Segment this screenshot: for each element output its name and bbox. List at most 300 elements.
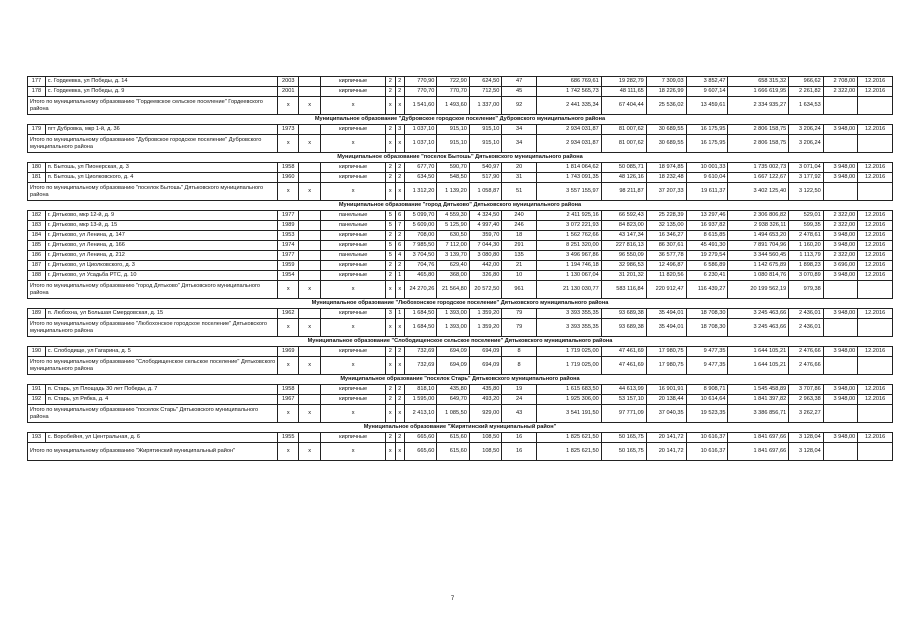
table-cell: 2 322,00 <box>823 87 858 97</box>
table-cell: 3 070,89 <box>789 271 824 281</box>
table-cell: 93 689,38 <box>601 309 646 319</box>
table-cell <box>299 395 321 405</box>
table-cell: кирпичные <box>321 433 386 443</box>
table-cell: 7 112,00 <box>437 241 469 251</box>
table-cell: 3 704,50 <box>404 251 436 261</box>
subtotal-cell: 694,09 <box>437 357 469 375</box>
table-cell: 1 037,10 <box>404 125 436 135</box>
subtotal-cell <box>823 183 858 201</box>
table-cell: 1 825 621,50 <box>536 433 601 443</box>
subtotal-cell: 21 130 030,77 <box>536 281 601 299</box>
subtotal-cell <box>858 183 893 201</box>
subtotal-cell <box>858 135 893 153</box>
subtotal-cell: 98 211,87 <box>601 183 646 201</box>
subtotal-cell: 37 040,35 <box>646 405 686 423</box>
table-cell: 2 <box>386 261 395 271</box>
table-cell: 732,69 <box>404 347 436 357</box>
table-cell: 2 <box>395 163 404 173</box>
table-row <box>28 163 893 173</box>
table-row <box>28 173 893 183</box>
subtotal-cell: 915,10 <box>437 135 469 153</box>
table-cell: 493,20 <box>469 395 501 405</box>
table-cell: 2 <box>395 173 404 183</box>
table-cell: 13 297,46 <box>686 211 728 221</box>
subtotal-cell: x <box>395 97 404 115</box>
table-cell <box>299 271 321 281</box>
subtotal-cell: 1 644 105,21 <box>728 357 789 375</box>
subtotal-cell: x <box>321 319 386 337</box>
table-cell: 1953 <box>278 231 299 241</box>
table-row <box>28 241 893 251</box>
subtotal-cell <box>823 281 858 299</box>
table-cell: 188 <box>28 271 46 281</box>
subtotal-cell: 2 334 935,27 <box>728 97 789 115</box>
subtotal-cell: 1 393,00 <box>437 319 469 337</box>
table-cell: 2 <box>386 385 395 395</box>
subtotal-cell: x <box>278 319 299 337</box>
table-row <box>28 231 893 241</box>
table-cell: 3 <box>395 125 404 135</box>
table-cell: 178 <box>28 87 46 97</box>
subtotal-cell: x <box>278 183 299 201</box>
subtotal-label: Итого по муниципальному образованию "Любохонское городское поселение" Дятьковского муниципального района <box>28 319 278 337</box>
subtotal-cell: 1 337,00 <box>469 97 501 115</box>
table-cell: 20 141,72 <box>646 433 686 443</box>
table-cell: 12.2016 <box>858 271 893 281</box>
table-cell: панельные <box>321 221 386 231</box>
table-cell: 1958 <box>278 385 299 395</box>
table-cell: 1 615 683,50 <box>536 385 601 395</box>
table-cell: 677,70 <box>404 163 436 173</box>
table-cell: 3 344 560,45 <box>728 251 789 261</box>
subtotal-cell: 1 541,60 <box>404 97 436 115</box>
table-cell: 1 898,23 <box>789 261 824 271</box>
table-cell: 3 948,00 <box>823 125 858 135</box>
subtotal-cell: 9 477,35 <box>686 357 728 375</box>
table-cell: 1959 <box>278 261 299 271</box>
subtotal-cell: x <box>386 357 395 375</box>
table-row <box>28 87 893 97</box>
subtotal-cell: 2 413,10 <box>404 405 436 423</box>
table-cell: 36 577,78 <box>646 251 686 261</box>
table-cell: 6 230,41 <box>686 271 728 281</box>
table-cell: 2 806 158,75 <box>728 125 789 135</box>
subtotal-cell: x <box>395 135 404 153</box>
table-cell: 2 934 031,87 <box>536 125 601 135</box>
table-cell: панельные <box>321 211 386 221</box>
table-cell: 12.2016 <box>858 211 893 221</box>
subtotal-label: Итого по муниципальному образованию "поселок Старь" Дятьковского муниципального района <box>28 405 278 423</box>
table-cell: 435,80 <box>437 385 469 395</box>
table-cell: 50 085,71 <box>601 163 646 173</box>
table-cell: 2 <box>395 433 404 443</box>
subtotal-cell: 67 404,44 <box>601 97 646 115</box>
table-cell: 1 113,79 <box>789 251 824 261</box>
table-cell: 629,40 <box>437 261 469 271</box>
subtotal-cell: x <box>299 319 321 337</box>
address-cell: с. Слободище, ул Гагарина, д. 5 <box>45 347 277 357</box>
table-cell: 31 201,32 <box>601 271 646 281</box>
section-title: Муниципальное образование "поселок Старь" Дятьковского муниципального района <box>28 375 893 385</box>
subtotal-cell: 2 441 335,34 <box>536 97 601 115</box>
subtotal-cell: 43 <box>502 405 537 423</box>
table-cell <box>299 251 321 261</box>
table-cell: 3 948,00 <box>823 395 858 405</box>
subtotal-cell: 3 128,04 <box>789 443 824 461</box>
table-cell: кирпичные <box>321 87 386 97</box>
table-cell: 53 157,10 <box>601 395 646 405</box>
table-cell: 3 948,00 <box>823 309 858 319</box>
table-cell: 590,70 <box>437 163 469 173</box>
table-cell: 48 111,65 <box>601 87 646 97</box>
subtotal-cell: 979,38 <box>789 281 824 299</box>
table-cell: 31 <box>502 173 537 183</box>
subtotal-row <box>28 319 893 337</box>
subtotal-cell: x <box>321 443 386 461</box>
table-cell: 1 925 306,00 <box>536 395 601 405</box>
subtotal-cell: x <box>321 357 386 375</box>
table-cell: 2 <box>386 163 395 173</box>
table-cell <box>299 347 321 357</box>
subtotal-cell: 3 557 155,97 <box>536 183 601 201</box>
table-cell <box>299 77 321 87</box>
table-cell: кирпичные <box>321 77 386 87</box>
table-cell: 915,10 <box>437 125 469 135</box>
subtotal-cell: 116 439,27 <box>686 281 728 299</box>
table-cell: 32 986,53 <box>601 261 646 271</box>
table-cell: 12.2016 <box>858 251 893 261</box>
table-cell: 529,01 <box>789 211 824 221</box>
table-cell: 6 <box>395 211 404 221</box>
subtotal-cell: 1 634,53 <box>789 97 824 115</box>
subtotal-row <box>28 281 893 299</box>
subtotal-cell: 3 122,50 <box>789 183 824 201</box>
table-cell: 180 <box>28 163 46 173</box>
table-cell: кирпичные <box>321 395 386 405</box>
subtotal-cell <box>823 97 858 115</box>
section-header-row <box>28 423 893 433</box>
table-cell: 96 550,09 <box>601 251 646 261</box>
table-cell: 18 708,30 <box>686 309 728 319</box>
table-cell: 1 393,00 <box>437 309 469 319</box>
table-cell: 630,50 <box>437 231 469 241</box>
subtotal-cell: 694,09 <box>469 357 501 375</box>
table-cell: 81 007,62 <box>601 125 646 135</box>
table-cell: 1 194 746,18 <box>536 261 601 271</box>
table-cell: 712,50 <box>469 87 501 97</box>
table-cell: 770,70 <box>404 87 436 97</box>
table-cell: 16 901,91 <box>646 385 686 395</box>
table-cell: 465,80 <box>404 271 436 281</box>
table-cell: 9 607,14 <box>686 87 728 97</box>
table-cell: 3 707,86 <box>789 385 824 395</box>
table-row <box>28 395 893 405</box>
table-cell: 2 436,01 <box>789 309 824 319</box>
subtotal-cell: 92 <box>502 97 537 115</box>
subtotal-cell <box>858 405 893 423</box>
table-cell: 25 228,39 <box>646 211 686 221</box>
section-title: Муниципальное образование "Слободищенское сельское поселение" Дятьковского муниципального района <box>28 337 893 347</box>
table-cell: 47 461,69 <box>601 347 646 357</box>
subtotal-cell <box>858 281 893 299</box>
table-cell: 3 496 967,86 <box>536 251 601 261</box>
table-cell: 4 559,30 <box>437 211 469 221</box>
table-cell: 8 908,71 <box>686 385 728 395</box>
subtotal-cell: 20 199 562,19 <box>728 281 789 299</box>
table-cell: 4 <box>395 251 404 261</box>
address-cell: г. Дятьково, ул Ленина, д. 147 <box>45 231 277 241</box>
table-cell: 2 <box>386 231 395 241</box>
subtotal-cell: 93 689,38 <box>601 319 646 337</box>
table-cell: 9 477,35 <box>686 347 728 357</box>
table-cell: 3 139,70 <box>437 251 469 261</box>
table-cell: 1967 <box>278 395 299 405</box>
table-cell: 84 823,00 <box>601 221 646 231</box>
subtotal-label: Итого по муниципальному образованию "Гордеевское сельское поселение" Гордеевского района <box>28 97 278 115</box>
table-cell: 3 072 221,93 <box>536 221 601 231</box>
table-cell: кирпичные <box>321 261 386 271</box>
table-cell: 2 <box>386 173 395 183</box>
table-cell: 182 <box>28 211 46 221</box>
table-cell: 48 126,16 <box>601 173 646 183</box>
section-title: Муниципальное образование "Любохонское городское поселение" Дятьковского муниципального района <box>28 299 893 309</box>
table-cell: 186 <box>28 251 46 261</box>
subtotal-cell <box>858 357 893 375</box>
subtotal-cell <box>823 319 858 337</box>
table-cell: 19 282,79 <box>601 77 646 87</box>
table-cell: 8 615,85 <box>686 231 728 241</box>
subtotal-cell: x <box>299 281 321 299</box>
subtotal-cell: x <box>278 135 299 153</box>
subtotal-cell: x <box>321 281 386 299</box>
table-cell: 704,76 <box>404 261 436 271</box>
table-cell: 2 963,38 <box>789 395 824 405</box>
table-cell: 21 <box>502 261 537 271</box>
section-header-row <box>28 115 893 125</box>
subtotal-cell: 13 459,61 <box>686 97 728 115</box>
table-cell: 634,50 <box>404 173 436 183</box>
subtotal-cell: x <box>395 357 404 375</box>
subtotal-cell: x <box>321 97 386 115</box>
subtotal-cell: x <box>395 281 404 299</box>
table-cell: 548,50 <box>437 173 469 183</box>
subtotal-cell <box>858 443 893 461</box>
subtotal-cell <box>823 405 858 423</box>
subtotal-cell: 1 058,87 <box>469 183 501 201</box>
table-cell: 45 491,30 <box>686 241 728 251</box>
table-cell: кирпичные <box>321 309 386 319</box>
table-row <box>28 261 893 271</box>
subtotal-cell: 3 541 191,50 <box>536 405 601 423</box>
table-cell: 5 <box>386 241 395 251</box>
section-title: Муниципальное образование "Дубровское городское поселение" Дубровского муниципального района <box>28 115 893 125</box>
table-cell: 1 <box>395 271 404 281</box>
subtotal-cell: 583 116,84 <box>601 281 646 299</box>
section-header-row <box>28 153 893 163</box>
table-cell: 20 138,44 <box>646 395 686 405</box>
table-cell: 1 130 067,04 <box>536 271 601 281</box>
table-cell: 2001 <box>278 87 299 97</box>
subtotal-cell: x <box>299 97 321 115</box>
table-cell: 2 <box>395 385 404 395</box>
subtotal-cell: 20 572,50 <box>469 281 501 299</box>
table-cell: 1973 <box>278 125 299 135</box>
table-cell: 722,90 <box>437 77 469 87</box>
table-cell: 3 696,00 <box>823 261 858 271</box>
table-cell: 11 820,56 <box>646 271 686 281</box>
table-cell: 30 689,55 <box>646 125 686 135</box>
table-cell: 12.2016 <box>858 87 893 97</box>
table-cell: 12.2016 <box>858 77 893 87</box>
table-cell: 3 948,00 <box>823 173 858 183</box>
address-cell: с. Гордеевка, ул Победы, д. 14 <box>45 77 277 87</box>
subtotal-label: Итого по муниципальному образованию "город Дятьково" Дятьковского муниципального района <box>28 281 278 299</box>
subtotal-cell: 3 393 355,35 <box>536 319 601 337</box>
table-cell: 1 684,50 <box>404 309 436 319</box>
table-cell: 1 814 064,62 <box>536 163 601 173</box>
table-cell: 2 322,00 <box>823 211 858 221</box>
page-number: 7 <box>450 596 455 602</box>
table-cell: 185 <box>28 241 46 251</box>
table-cell: 3 948,00 <box>823 231 858 241</box>
table-cell: 5 125,90 <box>437 221 469 231</box>
table-cell: 1 742 565,73 <box>536 87 601 97</box>
table-cell: 19 279,54 <box>686 251 728 261</box>
table-cell: 44 613,99 <box>601 385 646 395</box>
table-cell: 6 <box>395 241 404 251</box>
address-cell: г. Дятьково, ул Циолковского, д. 3 <box>45 261 277 271</box>
subtotal-cell: 8 <box>502 357 537 375</box>
table-cell: 191 <box>28 385 46 395</box>
table-cell: 3 948,00 <box>823 241 858 251</box>
subtotal-cell: 2 806 158,75 <box>728 135 789 153</box>
table-cell: 187 <box>28 261 46 271</box>
subtotal-cell: 615,60 <box>437 443 469 461</box>
table-cell: панельные <box>321 251 386 261</box>
table-cell: 135 <box>502 251 537 261</box>
table-cell: 66 592,43 <box>601 211 646 221</box>
table-cell <box>299 87 321 97</box>
subtotal-cell: 732,69 <box>404 357 436 375</box>
table-cell: 18 <box>502 231 537 241</box>
table-cell: 1 841 397,82 <box>728 395 789 405</box>
table-cell: 10 614,64 <box>686 395 728 405</box>
table-cell: 1 <box>395 309 404 319</box>
table-cell: 45 <box>502 87 537 97</box>
table-cell: кирпичные <box>321 173 386 183</box>
table-cell: 12.2016 <box>858 347 893 357</box>
table-cell: 19 <box>502 385 537 395</box>
table-row <box>28 77 893 87</box>
subtotal-cell: x <box>386 135 395 153</box>
subtotal-cell: 1 139,20 <box>437 183 469 201</box>
address-cell: п. Любохна, ул Большая Смердовская, д. 15 <box>45 309 277 319</box>
table-cell: 1 666 619,95 <box>728 87 789 97</box>
table-cell: 1977 <box>278 211 299 221</box>
table-cell: 326,80 <box>469 271 501 281</box>
subtotal-label: Итого по муниципальному образованию "Жирятинский муниципальный район" <box>28 443 278 461</box>
subtotal-cell: x <box>299 357 321 375</box>
subtotal-cell: 1 841 697,66 <box>728 443 789 461</box>
table-cell: 1 359,20 <box>469 309 501 319</box>
table-cell: 7 985,50 <box>404 241 436 251</box>
table-cell: 2 <box>386 347 395 357</box>
table-cell: 189 <box>28 309 46 319</box>
table-cell: 183 <box>28 221 46 231</box>
table-cell: 9 610,04 <box>686 173 728 183</box>
table-cell: 1 142 675,89 <box>728 261 789 271</box>
table-cell: 10 <box>502 271 537 281</box>
section-title: Муниципальное образование "город Дятьково" Дятьковского муниципального района <box>28 201 893 211</box>
table-cell: 5 <box>386 221 395 231</box>
table-cell: 2 <box>386 125 395 135</box>
subtotal-cell <box>858 319 893 337</box>
table-cell: 599,35 <box>789 221 824 231</box>
table-cell: 12.2016 <box>858 433 893 443</box>
table-cell: 2 <box>395 395 404 405</box>
subtotal-cell: 24 270,26 <box>404 281 436 299</box>
table-cell: 1 494 653,20 <box>728 231 789 241</box>
subtotal-cell: 17 980,75 <box>646 357 686 375</box>
table-cell: 5 <box>386 251 395 261</box>
subtotal-cell: 961 <box>502 281 537 299</box>
address-cell: пгт Дубровка, мкр 1-й, д. 36 <box>45 125 277 135</box>
subtotal-cell: 3 402 125,40 <box>728 183 789 201</box>
subtotal-cell: x <box>386 319 395 337</box>
subtotal-row <box>28 97 893 115</box>
table-cell: 246 <box>502 221 537 231</box>
subtotal-cell: x <box>299 135 321 153</box>
table-cell: 2 <box>386 77 395 87</box>
table-cell <box>299 173 321 183</box>
table-cell: 4 324,50 <box>469 211 501 221</box>
subtotal-cell: 47 461,69 <box>601 357 646 375</box>
table-cell <box>299 125 321 135</box>
subtotal-cell: 37 207,33 <box>646 183 686 201</box>
table-cell: 2 411 925,16 <box>536 211 601 221</box>
table-cell <box>299 261 321 271</box>
table-cell: кирпичные <box>321 271 386 281</box>
table-cell: 1 595,00 <box>404 395 436 405</box>
table-cell <box>299 211 321 221</box>
subtotal-cell: 929,00 <box>469 405 501 423</box>
table-cell: 3 177,92 <box>789 173 824 183</box>
table-cell: 5 <box>386 211 395 221</box>
subtotal-cell: 16 175,95 <box>686 135 728 153</box>
subtotal-cell: 2 436,01 <box>789 319 824 337</box>
table-cell: 3 128,04 <box>789 433 824 443</box>
subtotal-cell: x <box>299 405 321 423</box>
table-cell: 818,10 <box>404 385 436 395</box>
subtotal-cell: 1 493,60 <box>437 97 469 115</box>
table-cell: 3 948,00 <box>823 433 858 443</box>
subtotal-row <box>28 135 893 153</box>
section-header-row <box>28 299 893 309</box>
address-cell: г. Дятьково, мкр 12-й, д. 9 <box>45 211 277 221</box>
subtotal-row <box>28 357 893 375</box>
table-cell: 8 <box>502 347 537 357</box>
subtotal-cell: 19 611,37 <box>686 183 728 201</box>
subtotal-cell: x <box>386 443 395 461</box>
table-cell: 1969 <box>278 347 299 357</box>
subtotal-cell: x <box>386 281 395 299</box>
table-cell: 442,00 <box>469 261 501 271</box>
subtotal-cell: 108,50 <box>469 443 501 461</box>
subtotal-cell: x <box>386 97 395 115</box>
table-cell: 16 175,95 <box>686 125 728 135</box>
table-cell: 7 891 704,96 <box>728 241 789 251</box>
table-cell: 966,62 <box>789 77 824 87</box>
